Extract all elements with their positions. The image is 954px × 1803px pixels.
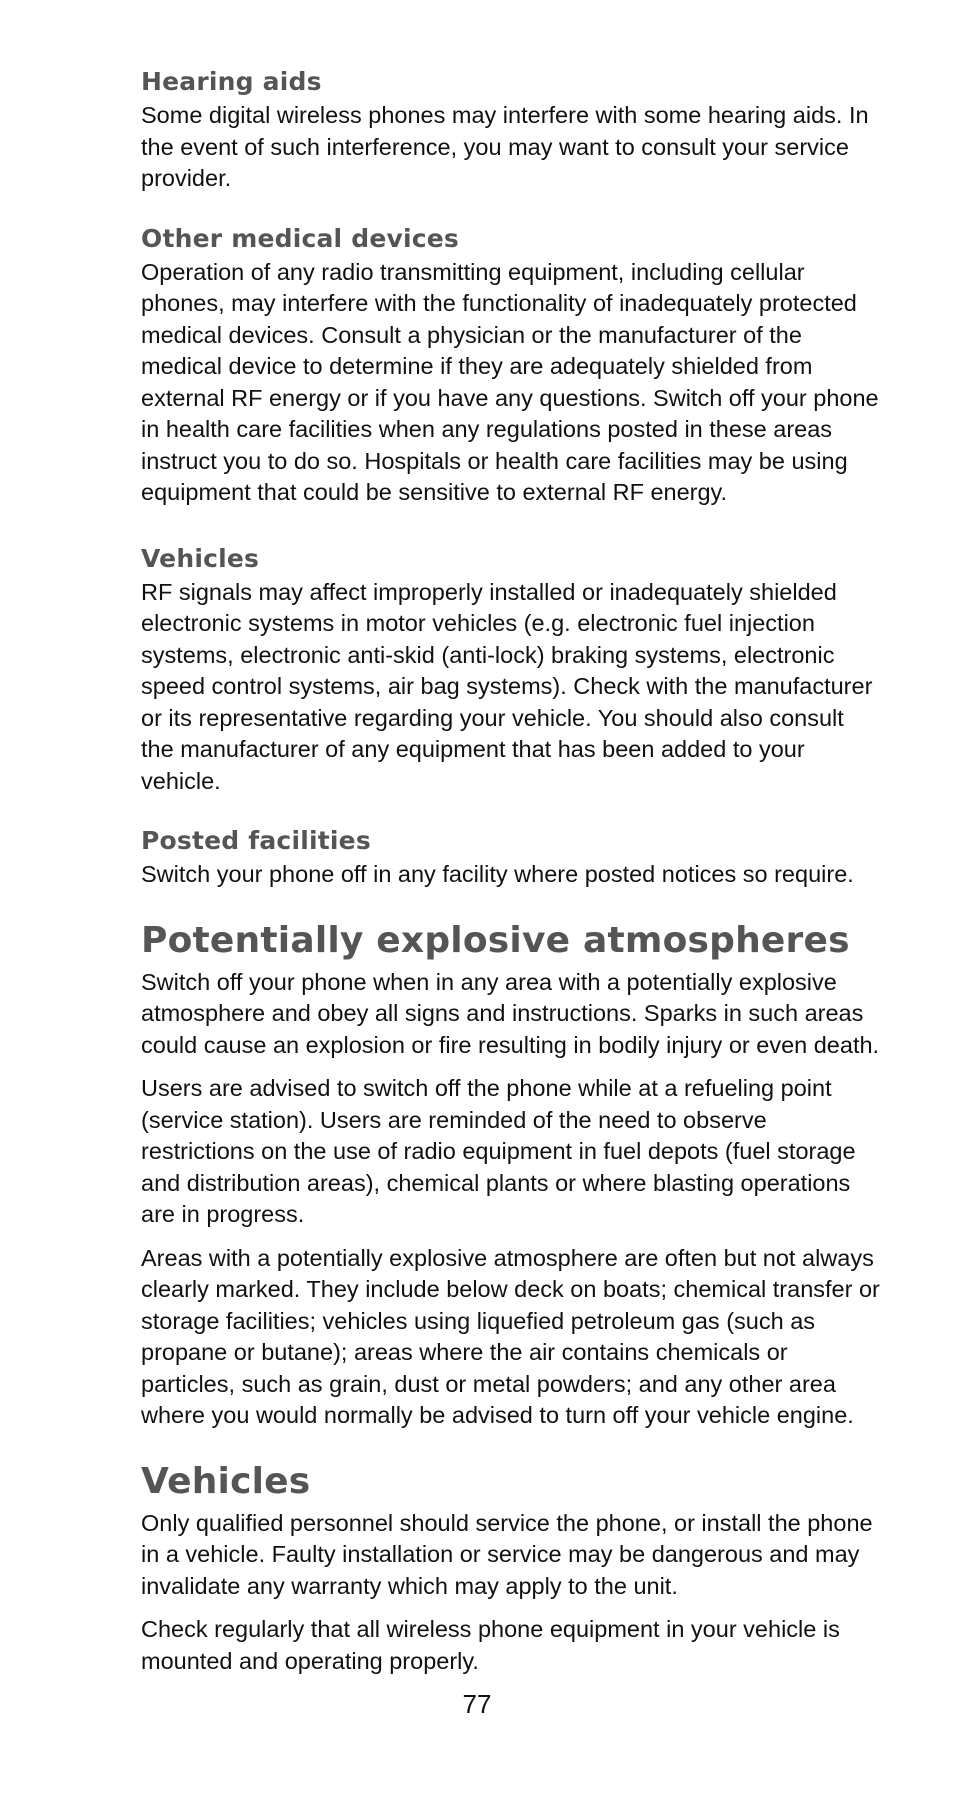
section-heading-vehicles-sub: Vehicles	[141, 543, 260, 573]
paragraph-other-medical-devices: Operation of any radio transmitting equipment, including cellular phones, may interfere with the functionality of inadequately protected medical devices. Consult a physician or the manufacturer of the medical device to determine if they are adequately shielded from external RF energy or if you have any questions. Switch off your phone in health care facilities when any regulations posted in these areas instruct you to do so. Hospitals or health care facilities may be using equipment that could be sensitive to external RF energy.	[141, 258, 879, 505]
paragraph-vehicles-main-1: Only qualified personnel should service the phone, or install the phone in a vehicle. Faulty installation or service may be dangerous and may invalidate any warranty which may apply to the unit.	[141, 1509, 873, 1599]
section-heading-hearing-aids: Hearing aids	[141, 67, 322, 96]
paragraph-explosive-1: Switch off your phone when in any area with a potentially explosive atmosphere and obey all signs and instructions. Sparks in such areas could cause an explosion or fire resulting in bodily injury or even death.	[141, 968, 880, 1058]
section-heading-posted-facilities: Posted facilities	[141, 826, 371, 855]
paragraph-vehicles-main-2: Check regularly that all wireless phone equipment in your vehicle is mounted and operating properly.	[141, 1616, 840, 1674]
document-page	[141, 66, 881, 1677]
section-heading-vehicles-main: Vehicles	[141, 1460, 311, 1502]
paragraph-explosive-2: Users are advised to switch off the phone while at a refueling point (service station). Users are reminded of the need to observe restrictions on the use of radio equipment in fuel depots (fuel storage and distribution areas), chemical plants or where blasting operations are in progress.	[141, 1075, 856, 1227]
section-heading-other-medical-devices: Other medical devices	[141, 223, 459, 253]
paragraph-hearing-aids: Some digital wireless phones may interfere with some hearing aids. In the event of such interference, you may want to consult your service provider.	[141, 102, 869, 191]
section-heading-explosive-atmospheres: Potentially explosive atmospheres	[141, 919, 850, 961]
paragraph-explosive-3: Areas with a potentially explosive atmosphere are often but not always clearly marked. They include below deck on boats; chemical transfer or storage facilities; vehicles using liquefied petroleum gas (such as propane or butane); areas where the air contains chemicals or particles, such as grain, dust or metal powders; and any other area where you would normally be advised to turn off your vehicle engine.	[141, 1244, 880, 1428]
paragraph-posted-facilities: Switch your phone off in any facility where posted notices so require.	[141, 861, 854, 887]
page-number: 77	[462, 1689, 492, 1719]
paragraph-vehicles-sub: RF signals may affect improperly installed or inadequately shielded electronic systems in motor vehicles (e.g. electronic fuel injection systems, electronic anti-skid (anti-lock) braking systems, electronic speed control systems, air bag systems). Check with the manufacturer or its representative regarding your vehicle. You should also consult the manufacturer of any equipment that has been added to your vehicle.	[141, 578, 873, 794]
